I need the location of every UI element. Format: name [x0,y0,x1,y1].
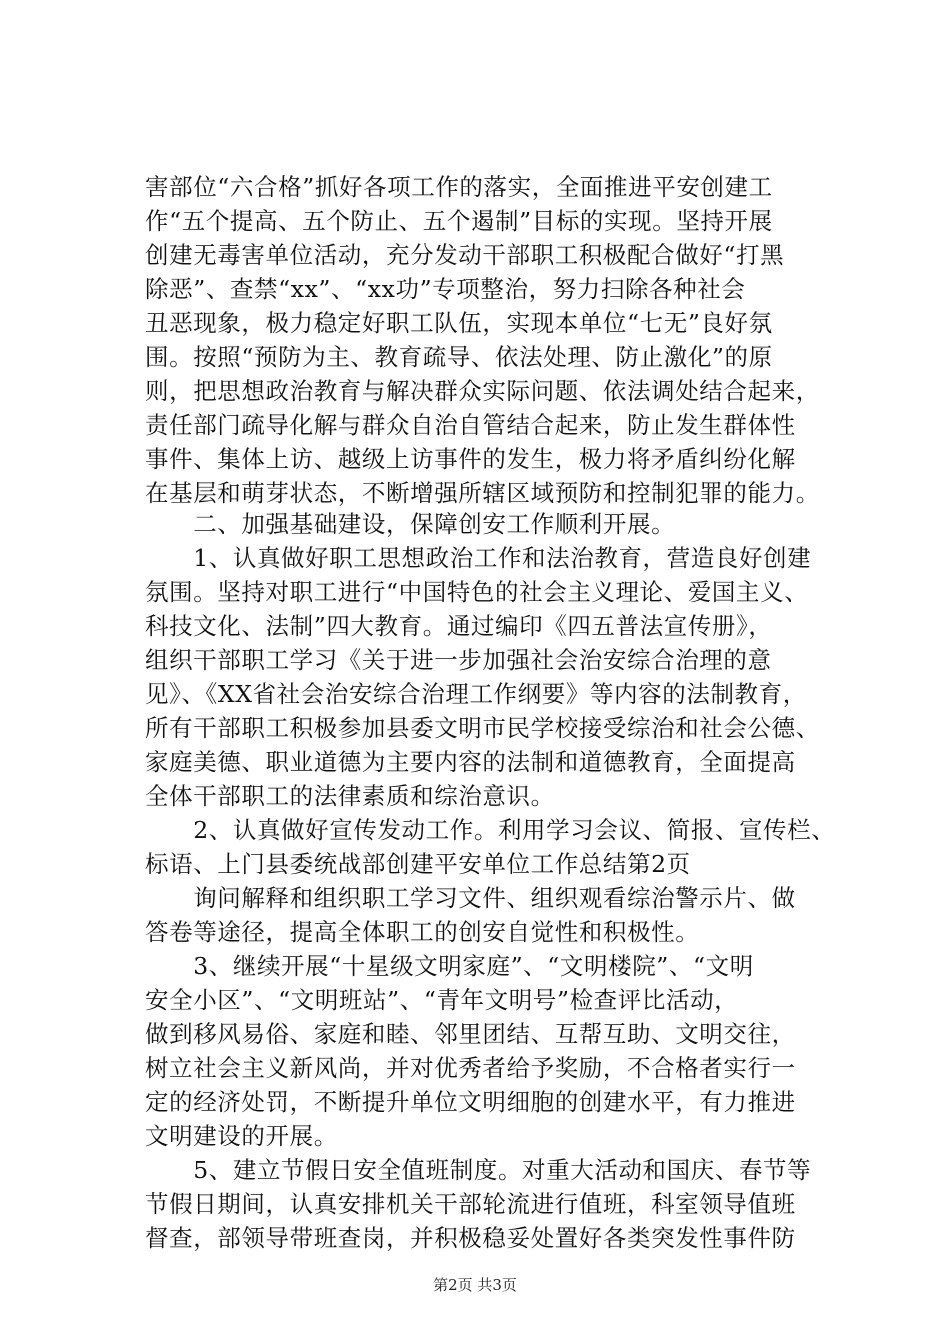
text-line: 见》、《XX省社会治安综合治理工作纲要》等内容的法制教育， [145,680,807,708]
text-line: 事件、集体上访、越级上访事件的发生，极力将矛盾纠纷化解 [145,445,796,473]
text-line: 全体干部职工的法律素质和综治意识。 [145,782,555,810]
text-line: 组织干部职工学习《关于进一步加强社会治安综合治理的意 [145,646,772,674]
section-heading: 二、加强基础建设，保障创安工作顺利开展。 [145,510,676,538]
page-footer [0,1275,950,1295]
text-line: 答卷等途径，提高全体职工的创安自觉性和积极性。 [145,918,700,946]
text-line: 标语、上门县委统战部创建平安单位工作总结第2页 [145,850,691,878]
text-line: 1、认真做好职工思想政治工作和法治教育，营造良好创建 [145,544,812,572]
text-line: 树立社会主义新风尚，并对优秀者给予奖励，不合格者实行一 [145,1054,796,1082]
text-line: 围。按照“预防为主、教育疏导、依法处理、防止激化”的原 [145,343,773,371]
text-line: 创建无毒害单位活动，充分发动干部职工积极配合做好“打黑 [145,241,785,269]
text-line: 氛围。坚持对职工进行“中国特色的社会主义理论、爱国主义、 [145,578,809,606]
text-line: 做到移风易俗、家庭和睦、邻里团结、互帮互助、文明交往， [145,1020,796,1048]
text-line: 督查，部领导带班查岗，并积极稳妥处置好各类突发性事件防 [145,1224,796,1252]
text-line: 所有干部职工积极参加县委文明市民学校接受综治和社会公德、 [145,714,820,742]
text-line: 安全小区”、“文明班站”、“青年文明号”检查评比活动， [145,986,739,1014]
page-number: 第2页 共3页 [433,1276,517,1294]
text-line: 丑恶现象，极力稳定好职工队伍，实现本单位“七无”良好氛 [145,309,773,337]
text-line: 2、认真做好宣传发动工作。利用学习会议、简报、宣传栏、 [145,816,836,844]
text-line: 科技文化、法制”四大教育。通过编印《四五普法宣传册》， [145,612,773,640]
text-line: 在基层和萌芽状态，不断增强所辖区域预防和控制犯罪的能力。 [145,479,820,507]
paragraph-block-2 [145,507,845,1255]
text-line: 文明建设的开展。 [145,1122,338,1150]
text-line: 害部位“六合格”抓好各项工作的落实，全面推进平安创建工 [145,173,773,201]
text-line: 定的经济处罚，不断提升单位文明细胞的创建水平，有力推进 [145,1088,796,1116]
text-line: 除恶”、查禁“xx”、“xx功”专项整治，努力扫除各种社会 [145,275,746,303]
text-line: 作“五个提高、五个防止、五个遏制”目标的实现。坚持开展 [145,207,773,235]
text-line: 责任部门疏导化解与群众自治自管结合起来，防止发生群体性 [145,411,796,439]
text-line: 节假日期间，认真安排机关干部轮流进行值班，科室领导值班 [145,1190,796,1218]
text-line: 5、建立节假日安全值班制度。对重大活动和国庆、春节等 [145,1156,812,1184]
text-line: 则，把思想政治教育与解决群众实际问题、依法调处结合起来， [145,377,820,405]
text-line: 3、继续开展“十星级文明家庭”、“文明楼院”、“文明 [145,952,754,980]
text-line: 家庭美德、职业道德为主要内容的法制和道德教育，全面提高 [145,748,796,776]
text-line: 询问解释和组织职工学习文件、组织观看综治警示片、做 [145,884,796,912]
paragraph-block-1 [145,170,845,510]
